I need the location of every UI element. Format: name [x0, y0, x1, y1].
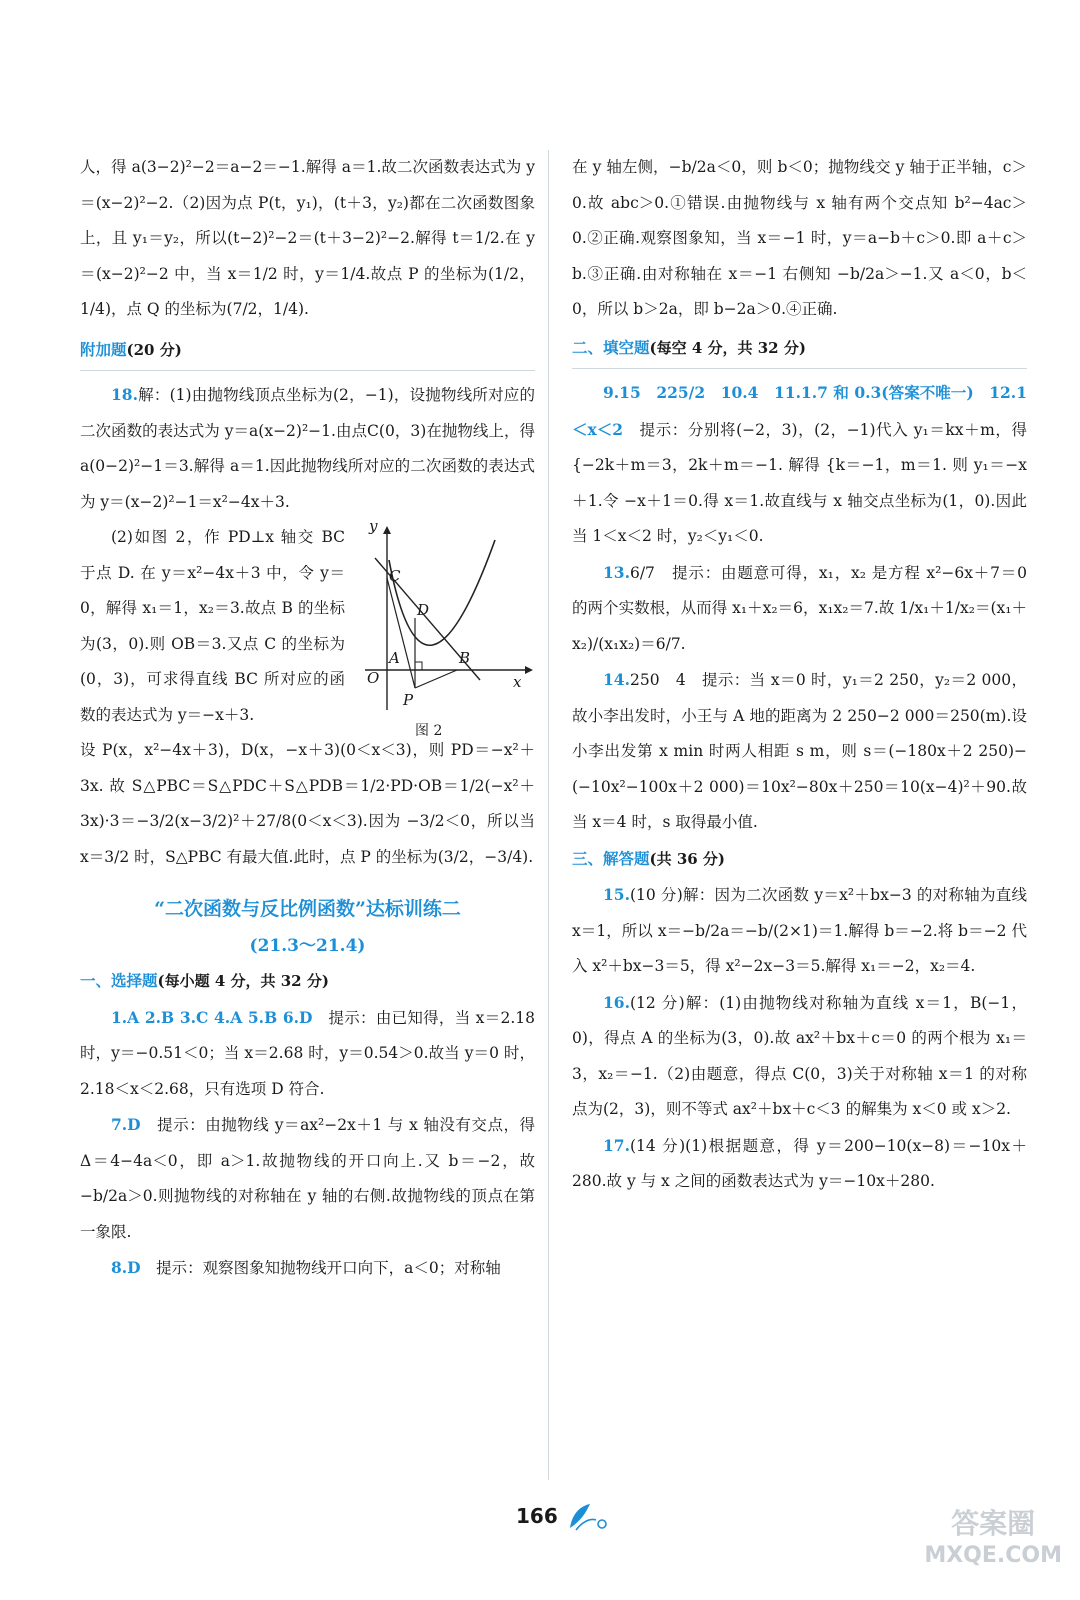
- sec3-points: (共 36 分): [649, 849, 726, 868]
- sec2-heading-line: [572, 330, 1027, 367]
- figure-caption: 图 2: [415, 723, 443, 739]
- q14-block: [572, 662, 1027, 841]
- left-column: [80, 150, 535, 1287]
- label-y: y: [369, 517, 378, 535]
- bonus-points: (20 分): [126, 340, 182, 359]
- q17-text: (14 分)(1)根据题意，得 y＝200−10(x−8)＝−10x＋280.故 y 与 x 之间的函数表达式为 y＝−10x＋280.: [572, 1136, 1027, 1190]
- q17-block: [572, 1128, 1027, 1200]
- label-b: B: [459, 649, 471, 667]
- label-a: A: [389, 649, 400, 667]
- left-paragraph-1: 人，得 a(3−2)²−2＝a−2＝−1.解得 a＝1.故二次函数表达式为 y＝(x−2)²−2.（2)因为点 P(t，y₁)，(t＋3，y₂)都在二次函数图象上，且 y₁＝y₂，所以(t−2)²−2＝(t＋3−2)²−2.解得 t＝1/2.在 y＝(x−2)²−2 中，当 x＝1/2 时，y＝1/4.故点 P 的坐标为(1/2，1/4)，点 Q 的坐标为(7/2，1/4).: [80, 158, 535, 318]
- q18-number: 18.: [111, 385, 138, 404]
- watermark-logo: [924, 1508, 1062, 1572]
- right-angle-mark: [415, 662, 422, 670]
- q14-answer: 250 4: [629, 671, 686, 689]
- segment-pc: [387, 578, 415, 688]
- sec1-heading: 一、选择题: [80, 971, 158, 990]
- y-axis-arrow: [383, 526, 391, 534]
- right-paragraph-1: 在 y 轴左侧，−b/2a＜0，则 b＜0；抛物线交 y 轴于正半轴，c＞0.故 abc＞0.①错误.由抛物线与 x 轴有两个交点知 b²−4ac＞0.②正确.观察图象知，当 x＝−1 时，y＝a−b＋c＞0.即 a＋c＞b.③正确.由对称轴在 x＝−1 右侧知 −b/2a＞−1.又 a＜0，b＜0，所以 b＞2a，即 b−2a＞0.④正确.: [572, 158, 1027, 318]
- q14-number: 14.: [603, 670, 630, 689]
- watermark-line2: MXQE.COM: [924, 1543, 1062, 1568]
- section-rule-right: [572, 368, 1027, 369]
- leaf-ornament-icon: [566, 1500, 610, 1534]
- q15-block: [572, 877, 1027, 985]
- q12-hint: 提示：分别将(−2，3)，(2，−1)代入 y₁＝kx＋m，得 {−2k＋m＝3，2k＋m＝−1. 解得 {k＝−1，m＝1. 则 y₁＝−x＋1.令 −x＋1＝0.得 x＝1.故直线与 x 轴交点坐标为(1，0).因此当 1＜x＜2 时，y₂＜y₁＜0.: [572, 420, 1027, 545]
- section-title: “二次函数与反比例函数”达标训练二: [154, 898, 461, 920]
- q13-hint: 提示：由题意可得，x₁，x₂ 是方程 x²−6x＋7＝0 的两个实数根，从而得 x₁＋x₂＝6，x₁x₂＝7.故 1/x₁＋1/x₂＝(x₁＋x₂)/(x₁x₂)＝6/7.: [572, 563, 1027, 653]
- section-rule: [80, 370, 535, 371]
- q13-block: [572, 555, 1027, 663]
- column-divider: [548, 150, 549, 1480]
- mc-answers-block: [80, 1000, 535, 1108]
- mc-answers: 1.A 2.B 3.C 4.A 5.B 6.D: [111, 1007, 313, 1027]
- label-o: O: [367, 669, 380, 687]
- sec2-heading: 二、填空题: [572, 337, 650, 357]
- q9-12-answers: 9.15 225/2 10.4 11.1.7 和 0.3(答案不唯一) 12.1＜x＜2: [572, 383, 1027, 439]
- q13-number: 13.: [603, 562, 630, 582]
- label-x: x: [513, 673, 522, 691]
- q15-number: 15.: [603, 885, 630, 904]
- q16-text: (12 分)解：(1)由抛物线对称轴为直线 x＝1，B(−1，0)，得点 A 的坐标为(3，0).故 ax²＋bx＋c＝0 的两个根为 x₁＝3，x₂＝−1.（2)由题意，得点 C(0，3)关于对称轴 x＝1 的对称点为(2，3)，则不等式 ax²＋bx＋c＜3 的解集为 x＜0 或 x＞2.: [572, 993, 1027, 1118]
- bonus-heading: 附加题: [80, 339, 127, 359]
- q7-hint: 提示：由抛物线 y＝ax²−2x＋1 与 x 轴没有交点，得 Δ＝4−4a＜0，即 a＞1.故抛物线的开口向上.又 b＝−2，故 −b/2a＞0.则抛物线的对称轴在 y 轴的右侧.故抛物线的顶点在第一象限.: [80, 1116, 535, 1241]
- q18-text-1: 解：(1)由抛物线顶点坐标为(2，−1)，设抛物线所对应的二次函数的表达式为 y＝a(x−2)²−1.由点C(0，3)在抛物线上，得 a(0−2)²−1＝3.解得 a＝1.因此抛物线所对应的二次函数的表达式为 y＝(x−2)²−1＝x²−4x＋3.: [80, 386, 535, 511]
- parabola-diagram: [355, 520, 535, 714]
- q16-number: 16.: [603, 992, 630, 1012]
- section-subtitle: (21.3～21.4): [249, 936, 366, 956]
- page-number: 166: [516, 1504, 558, 1528]
- q18-part1: [80, 377, 535, 520]
- segment-pb: [415, 670, 457, 688]
- x-axis-arrow: [525, 666, 533, 674]
- q8-number: 8.D: [111, 1258, 141, 1277]
- bonus-section-heading: [80, 332, 535, 369]
- sec2-points: (每空 4 分，共 32 分): [649, 338, 806, 357]
- sec3-heading-line: [572, 841, 1027, 878]
- watermark-line1: 答案圈: [951, 1507, 1036, 1540]
- sec1-heading-line: [80, 963, 535, 1000]
- q9-12-block: [572, 375, 1027, 555]
- q17-number: 17.: [603, 1135, 630, 1155]
- sec1-points: (每小题 4 分，共 32 分): [157, 972, 329, 990]
- label-d: D: [417, 601, 430, 619]
- right-column: [572, 150, 1027, 1200]
- q13-answer: 6/7: [629, 563, 655, 582]
- q8-hint: 提示：观察图象知抛物线开口向下，a＜0；对称轴: [156, 1259, 501, 1277]
- q7-block: [80, 1107, 535, 1250]
- q18-part3: 设 P(x，x²−4x＋3)，D(x，−x＋3)(0＜x＜3)，则 PD＝−x²＋3x. 故 S△PBC＝S△PDC＋S△PDB＝1/2·PD·OB＝1/2(−x²＋3x)·3＝−3/2(x−3/2)²＋27/8(0＜x＜3).因为 −3/2＜0，所以当 x＝3/2 时，S△PBC 有最大值.此时，点 P 的坐标为(3/2，−3/4).: [80, 741, 535, 866]
- q14-hint: 提示：当 x＝0 时，y₁＝2 250，y₂＝2 000，故小李出发时，小王与 A 地的距离为 2 250−2 000＝250(m).设小李出发第 x min 时两人相距 s m，则 s＝(−180x＋2 250)−(−10x²−100x＋2 000)＝10x²−80x＋250＝10(x−4)²＋90.故当 x＝4 时，s 取得最小值.: [572, 671, 1027, 831]
- q8-block: [80, 1250, 535, 1287]
- label-p: P: [403, 691, 414, 709]
- q6-hint: 提示：由已知得，当 x＝2.18 时，y＝−0.51＜0；当 x＝2.68 时，y＝0.54＞0.故当 y＝0 时，2.18＜x＜2.68，只有选项 D 符合.: [80, 1008, 535, 1098]
- label-c: C: [389, 567, 401, 585]
- q16-block: [572, 985, 1027, 1128]
- q18-part2: (2)如图 2，作 PD⊥x 轴交 BC 于点 D. 在 y＝x²−4x＋3 中，令 y＝0，解得 x₁＝1，x₂＝3.故点 B 的坐标为(3，0).则 OB＝3.又点 C 的坐标为(0，3)，可求得直线 BC 所对应的函数的表达式为 y＝−x＋3.: [80, 528, 345, 724]
- sec3-heading: 三、解答题: [572, 848, 650, 868]
- q7-number: 7.D: [111, 1115, 141, 1134]
- figure-2: [355, 517, 535, 739]
- q15-text: (10 分)解：因为二次函数 y＝x²＋bx−3 的对称轴为直线 x＝1，所以 x＝−b/2a＝−b/(2×1)＝1.解得 b＝−2.将 b＝−2 代入 x²＋bx−3＝5，得 x²−2x−3＝5.解得 x₁＝−2，x₂＝4.: [572, 886, 1027, 975]
